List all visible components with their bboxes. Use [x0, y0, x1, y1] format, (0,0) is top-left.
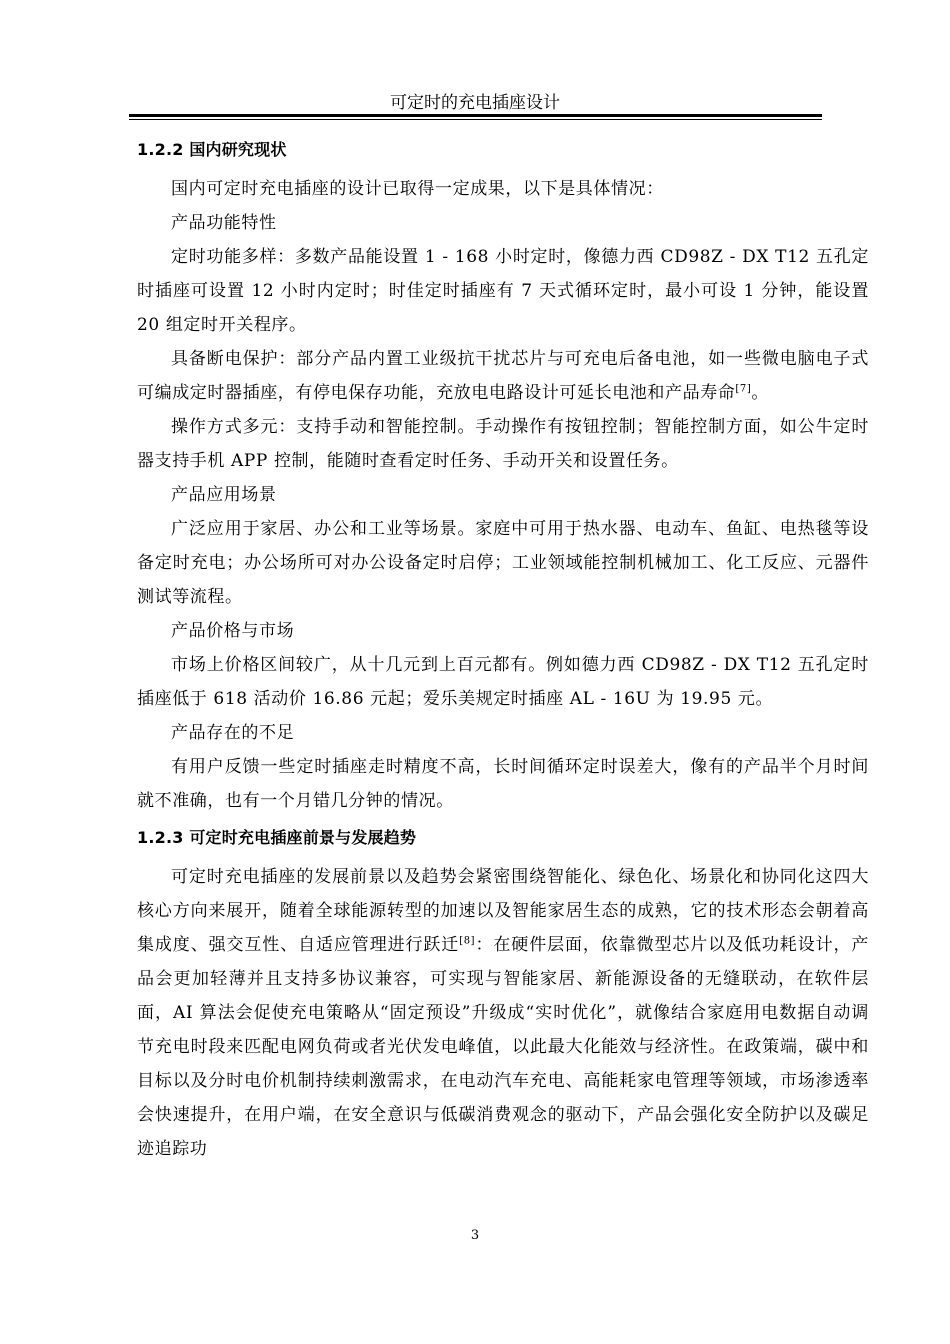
paragraph-text-continued: ：在硬件层面，依靠微型芯片以及低功耗设计，产品会更加轻薄并且支持多协议兼容，可实现与智能家居、新能源设备的无缝联动，在软件层面，AI 算法会促使充电策略从“固定预设”升级成“实时优化”，就像结合家庭用电数据自动调节充电时段来匹配电网负荷或者光伏发电峰值，以此最大化能效与经济性。在政策端，碳中和目标以及分时电价机制持续刺激需求，在电动汽车充电、高能耗家电管理等领域，市场渗透率会快速提升，在用户端，在安全意识与低碳消费观念的驱动下，产品会强化安全防护以及碳足迹追踪功	[137, 935, 869, 1159]
subheading: 产品价格与市场	[171, 621, 295, 641]
paragraph: 有用户反馈一些定时插座走时精度不高，长时间循环定时误差大，像有的产品半个月时间就不准确，也有一个月错几分钟的情况。	[137, 757, 869, 811]
paragraph	[137, 342, 869, 410]
paragraph: 市场上价格区间较广，从十几元到上百元都有。例如德力西 CD98Z - DX T12 五孔定时插座低于 618 活动价 16.86 元起；爱乐美规定时插座 AL - 16U 为 19.95 元。	[137, 655, 869, 709]
paragraph-tail: 。	[751, 383, 769, 403]
paragraph-text: 可定时充电插座的发展前景以及趋势会紧密围绕智能化、绿色化、场景化和协同化这四大核心方向来展开，随着全球能源转型的加速以及智能家居生态的成熟，它的技术形态会朝着高集成度、强交互性、自适应管理进行跃迁	[137, 867, 869, 955]
page-header-title: 可定时的充电插座设计	[390, 93, 560, 113]
subheading: 产品功能特性	[171, 213, 277, 233]
paragraph: 定时功能多样：多数产品能设置 1 - 168 小时定时，像德力西 CD98Z - DX T12 五孔定时插座可设置 12 小时内定时；时佳定时插座有 7 天式循环定时，最小可设 1 分钟，能设置 20 组定时开关程序。	[137, 247, 869, 335]
paragraph	[137, 860, 869, 1166]
subheading: 产品存在的不足	[171, 723, 295, 743]
page-number: 3	[470, 1228, 480, 1243]
citation: [7]	[735, 383, 752, 395]
paragraph: 国内可定时充电插座的设计已取得一定成果，以下是具体情况：	[171, 179, 664, 199]
header-rule-thick	[129, 114, 822, 117]
page-content	[137, 134, 869, 1166]
paragraph: 操作方式多元：支持手动和智能控制。手动操作有按钮控制；智能控制方面，如公牛定时器支持手机 APP 控制，能随时查看定时任务、手动开关和设置任务。	[137, 417, 869, 471]
subheading: 产品应用场景	[171, 485, 277, 505]
section-heading: 1.2.2 国内研究现状	[137, 140, 287, 159]
header-rule-thin	[129, 119, 822, 120]
section-heading: 1.2.3 可定时充电插座前景与发展趋势	[137, 828, 417, 847]
paragraph: 广泛应用于家居、办公和工业等场景。家庭中可用于热水器、电动车、鱼缸、电热毯等设备定时充电；办公场所可对办公设备定时启停；工业领域能控制机械加工、化工反应、元器件测试等流程。	[137, 519, 869, 607]
paragraph-text: 具备断电保护：部分产品内置工业级抗干扰芯片与可充电后备电池，如一些微电脑电子式可编成定时器插座，有停电保存功能，充放电电路设计可延长电池和产品寿命	[137, 349, 869, 403]
citation: [8]	[459, 935, 476, 947]
